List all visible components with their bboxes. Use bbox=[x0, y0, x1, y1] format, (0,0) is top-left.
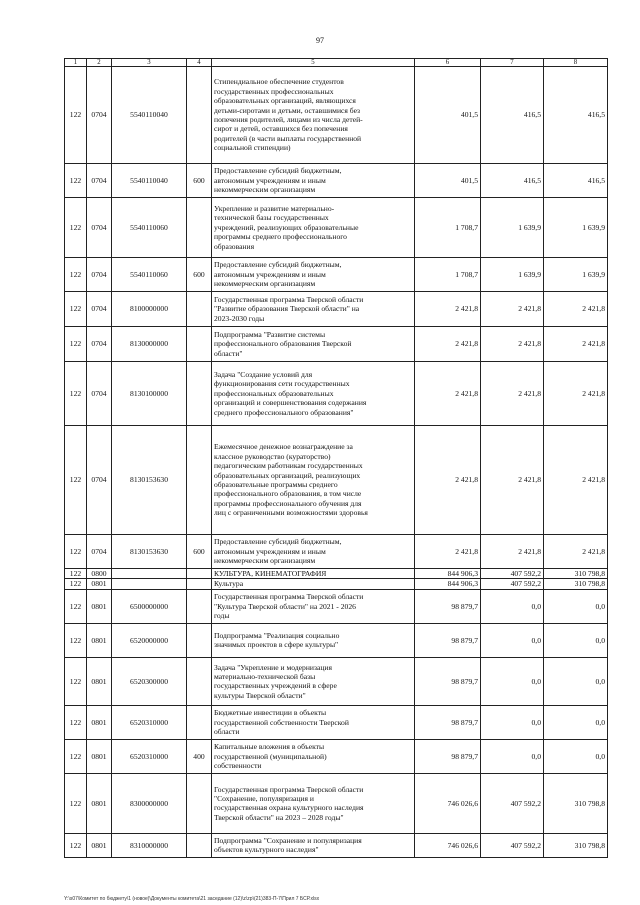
target-article-cell: 5540110060 bbox=[112, 198, 187, 258]
target-article-cell: 8130100000 bbox=[112, 362, 187, 426]
description-line: Культура bbox=[214, 579, 244, 589]
amount-2024-cell: 2 421,8 bbox=[415, 535, 481, 569]
column-header: 5 bbox=[212, 59, 415, 67]
section-code-cell: 0800 bbox=[87, 569, 112, 579]
table-row bbox=[65, 426, 608, 535]
amount-2026-cell: 0,0 bbox=[544, 589, 608, 623]
section-code-cell: 0704 bbox=[87, 535, 112, 569]
section-code-cell: 0704 bbox=[87, 198, 112, 258]
expense-type-cell bbox=[187, 657, 212, 705]
description-line: родителей (в части выплаты государственной bbox=[214, 133, 362, 143]
expense-type-cell bbox=[187, 833, 212, 857]
description-line: социальной стипендии) bbox=[214, 143, 291, 153]
expense-type-cell bbox=[187, 623, 212, 657]
amount-2026-cell: 0,0 bbox=[544, 623, 608, 657]
budget-table bbox=[64, 58, 608, 858]
target-article-cell: 8130000000 bbox=[112, 327, 187, 362]
description-line: сирот и детей, оставшихся без попечения bbox=[214, 124, 348, 134]
description-cell bbox=[212, 657, 415, 705]
description-line: автономным учреждениям и иным bbox=[214, 269, 326, 279]
description-line: значимых проектов в сфере культуры" bbox=[214, 640, 339, 650]
amount-2025-cell: 2 421,8 bbox=[481, 426, 544, 535]
description-line: Предоставление субсидий бюджетным, bbox=[214, 537, 342, 547]
table-row bbox=[65, 739, 608, 773]
admin-code-cell: 122 bbox=[65, 164, 87, 198]
amount-2026-cell: 2 421,8 bbox=[544, 362, 608, 426]
description-line: Стипендиальное обеспечение студентов bbox=[214, 77, 344, 87]
amount-2024-cell: 401,5 bbox=[415, 67, 481, 164]
description-line: материально-технической базы bbox=[214, 671, 316, 681]
amount-2024-cell: 98 879,7 bbox=[415, 657, 481, 705]
amount-2026-cell: 2 421,8 bbox=[544, 535, 608, 569]
admin-code-cell: 122 bbox=[65, 535, 87, 569]
description-cell bbox=[212, 739, 415, 773]
description-line: попечения родителей, лицами из числа детей- bbox=[214, 115, 363, 124]
section-code-cell: 0801 bbox=[87, 705, 112, 739]
amount-2024-cell: 2 421,8 bbox=[415, 292, 481, 327]
amount-2024-cell: 401,5 bbox=[415, 164, 481, 198]
table-row bbox=[65, 569, 608, 579]
expense-type-cell bbox=[187, 705, 212, 739]
description-cell bbox=[212, 67, 415, 164]
table-row bbox=[65, 657, 608, 705]
description-line: учреждений, реализующих образовательные bbox=[214, 222, 359, 232]
admin-code-cell: 122 bbox=[65, 833, 87, 857]
section-code-cell: 0704 bbox=[87, 327, 112, 362]
description-cell bbox=[212, 292, 415, 327]
admin-code-cell: 122 bbox=[65, 657, 87, 705]
description-line: Подпрограмма "Реализация социально bbox=[214, 630, 340, 640]
amount-2026-cell: 1 639,9 bbox=[544, 198, 608, 258]
amount-2024-cell: 746 026,6 bbox=[415, 773, 481, 833]
column-header: 2 bbox=[87, 59, 112, 67]
description-line: образовательных организаций, являющихся bbox=[214, 96, 356, 106]
amount-2025-cell: 416,5 bbox=[481, 67, 544, 164]
amount-2024-cell: 2 421,8 bbox=[415, 426, 481, 535]
target-article-cell: 5540110040 bbox=[112, 67, 187, 164]
description-line: Ежемесячное денежное вознаграждение за bbox=[214, 442, 353, 452]
table-row bbox=[65, 589, 608, 623]
description-line: Государственная программа Тверской области bbox=[214, 784, 364, 794]
amount-2026-cell: 310 798,8 bbox=[544, 569, 608, 579]
description-line: детьми-сиротами и детьми, оставшимися без bbox=[214, 105, 361, 115]
description-line: государственная охрана культурного наследия bbox=[214, 803, 364, 813]
description-line: Государственная программа Тверской области bbox=[214, 592, 364, 602]
column-header: 6 bbox=[415, 59, 481, 67]
target-article-cell: 8300000000 bbox=[112, 773, 187, 833]
admin-code-cell: 122 bbox=[65, 579, 87, 589]
amount-2025-cell: 407 592,2 bbox=[481, 569, 544, 579]
section-code-cell: 0801 bbox=[87, 589, 112, 623]
description-cell bbox=[212, 773, 415, 833]
amount-2025-cell: 0,0 bbox=[481, 589, 544, 623]
description-line: классное руководство (кураторство) bbox=[214, 451, 331, 461]
table-row bbox=[65, 833, 608, 857]
description-line: функционирования сети государственных bbox=[214, 379, 350, 389]
description-line: культуры Тверской области" bbox=[214, 690, 306, 700]
file-path-footer: Y:\s07\Комитет по бюджету\1 (новое)\Документы комитета\21 заседание (12)\z\zp\(21)383-П-7\Прил 7 БСР.xlsx bbox=[64, 896, 320, 902]
amount-2025-cell: 2 421,8 bbox=[481, 327, 544, 362]
amount-2025-cell: 1 639,9 bbox=[481, 258, 544, 292]
description-line: государственных учреждений в сфере bbox=[214, 681, 337, 691]
amount-2025-cell: 407 592,2 bbox=[481, 579, 544, 589]
amount-2025-cell: 2 421,8 bbox=[481, 362, 544, 426]
expense-type-cell bbox=[187, 67, 212, 164]
description-cell bbox=[212, 164, 415, 198]
admin-code-cell: 122 bbox=[65, 739, 87, 773]
expense-type-cell bbox=[187, 589, 212, 623]
section-code-cell: 0801 bbox=[87, 657, 112, 705]
description-line: Капитальные вложения в объекты bbox=[214, 742, 325, 752]
amount-2026-cell: 310 798,8 bbox=[544, 579, 608, 589]
section-code-cell: 0704 bbox=[87, 362, 112, 426]
amount-2026-cell: 0,0 bbox=[544, 657, 608, 705]
description-cell bbox=[212, 198, 415, 258]
target-article-cell bbox=[112, 579, 187, 589]
target-article-cell: 6520310000 bbox=[112, 705, 187, 739]
expense-type-cell: 600 bbox=[187, 535, 212, 569]
section-code-cell: 0704 bbox=[87, 67, 112, 164]
target-article-cell: 8130153630 bbox=[112, 426, 187, 535]
admin-code-cell: 122 bbox=[65, 67, 87, 164]
expense-type-cell bbox=[187, 426, 212, 535]
column-header-row bbox=[65, 59, 608, 67]
description-line: Подпрограмма "Развитие системы bbox=[214, 329, 326, 339]
section-code-cell: 0801 bbox=[87, 773, 112, 833]
description-cell bbox=[212, 535, 415, 569]
description-line: Бюджетные инвестиции в объекты bbox=[214, 708, 327, 718]
amount-2026-cell: 1 639,9 bbox=[544, 258, 608, 292]
table-row bbox=[65, 292, 608, 327]
description-line: государственной собственности Тверской bbox=[214, 717, 349, 727]
description-line: объектов культурного наследия" bbox=[214, 845, 319, 855]
table-row bbox=[65, 258, 608, 292]
description-line: области" bbox=[214, 348, 243, 358]
amount-2025-cell: 0,0 bbox=[481, 739, 544, 773]
section-code-cell: 0704 bbox=[87, 292, 112, 327]
amount-2026-cell: 416,5 bbox=[544, 67, 608, 164]
description-line: автономным учреждениям и иным bbox=[214, 546, 326, 556]
expense-type-cell bbox=[187, 362, 212, 426]
amount-2026-cell: 310 798,8 bbox=[544, 833, 608, 857]
page-number: 97 bbox=[316, 36, 324, 45]
target-article-cell: 6520310000 bbox=[112, 739, 187, 773]
table-row bbox=[65, 773, 608, 833]
admin-code-cell: 122 bbox=[65, 589, 87, 623]
amount-2026-cell: 2 421,8 bbox=[544, 292, 608, 327]
admin-code-cell: 122 bbox=[65, 327, 87, 362]
description-line: Задача "Укрепление и модернизация bbox=[214, 662, 332, 672]
description-line: профессиональных образовательных bbox=[214, 388, 334, 398]
description-line: лиц с ограниченными возможностями здоровья bbox=[214, 508, 368, 518]
description-line: педагогическим работникам государственных bbox=[214, 461, 363, 471]
description-line: КУЛЬТУРА, КИНЕМАТОГРАФИЯ bbox=[214, 569, 327, 578]
amount-2025-cell: 416,5 bbox=[481, 164, 544, 198]
amount-2024-cell: 1 708,7 bbox=[415, 258, 481, 292]
target-article-cell: 6500000000 bbox=[112, 589, 187, 623]
table-row bbox=[65, 164, 608, 198]
table-row bbox=[65, 198, 608, 258]
amount-2026-cell: 416,5 bbox=[544, 164, 608, 198]
amount-2024-cell: 98 879,7 bbox=[415, 705, 481, 739]
amount-2024-cell: 746 026,6 bbox=[415, 833, 481, 857]
description-line: некоммерческим организациям bbox=[214, 279, 316, 289]
amount-2025-cell: 2 421,8 bbox=[481, 535, 544, 569]
amount-2025-cell: 0,0 bbox=[481, 705, 544, 739]
admin-code-cell: 122 bbox=[65, 198, 87, 258]
target-article-cell: 6520000000 bbox=[112, 623, 187, 657]
amount-2024-cell: 98 879,7 bbox=[415, 623, 481, 657]
amount-2025-cell: 407 592,2 bbox=[481, 833, 544, 857]
description-line: образовательных организаций, реализующих bbox=[214, 470, 361, 480]
description-cell bbox=[212, 589, 415, 623]
amount-2025-cell: 1 639,9 bbox=[481, 198, 544, 258]
amount-2024-cell: 844 906,3 bbox=[415, 579, 481, 589]
amount-2024-cell: 98 879,7 bbox=[415, 589, 481, 623]
amount-2026-cell: 0,0 bbox=[544, 739, 608, 773]
description-line: "Культура Тверской области" на 2021 - 2026 bbox=[214, 601, 356, 611]
amount-2024-cell: 1 708,7 bbox=[415, 198, 481, 258]
table-row bbox=[65, 579, 608, 589]
description-line: профессионального образования Тверской bbox=[214, 339, 352, 349]
column-header: 7 bbox=[481, 59, 544, 67]
admin-code-cell: 122 bbox=[65, 705, 87, 739]
description-line: области bbox=[214, 727, 240, 737]
description-line: программы профессионального обучения для bbox=[214, 498, 362, 508]
target-article-cell: 8100000000 bbox=[112, 292, 187, 327]
admin-code-cell: 122 bbox=[65, 362, 87, 426]
description-cell bbox=[212, 327, 415, 362]
amount-2025-cell: 2 421,8 bbox=[481, 292, 544, 327]
description-cell bbox=[212, 569, 415, 579]
expense-type-cell bbox=[187, 579, 212, 589]
amount-2024-cell: 844 906,3 bbox=[415, 569, 481, 579]
section-code-cell: 0704 bbox=[87, 426, 112, 535]
description-line: "Развитие образования Тверской области" на bbox=[214, 304, 360, 314]
description-line: Задача "Создание условий для bbox=[214, 369, 313, 379]
target-article-cell: 5540110060 bbox=[112, 258, 187, 292]
admin-code-cell: 122 bbox=[65, 292, 87, 327]
target-article-cell bbox=[112, 569, 187, 579]
description-line: автономным учреждениям и иным bbox=[214, 175, 326, 185]
admin-code-cell: 122 bbox=[65, 773, 87, 833]
description-line: организаций и совершенствования содержания bbox=[214, 398, 367, 408]
amount-2026-cell: 0,0 bbox=[544, 705, 608, 739]
description-line: образовательные программы среднего bbox=[214, 480, 338, 489]
description-cell bbox=[212, 426, 415, 535]
expense-type-cell: 400 bbox=[187, 739, 212, 773]
section-code-cell: 0801 bbox=[87, 739, 112, 773]
description-cell bbox=[212, 258, 415, 292]
description-line: среднего профессионального образования" bbox=[214, 407, 354, 417]
expense-type-cell bbox=[187, 198, 212, 258]
description-cell bbox=[212, 579, 415, 589]
description-cell bbox=[212, 705, 415, 739]
amount-2024-cell: 2 421,8 bbox=[415, 327, 481, 362]
amount-2025-cell: 407 592,2 bbox=[481, 773, 544, 833]
description-line: программы среднего профессионального bbox=[214, 232, 347, 242]
description-line: "Сохранение, популяризация и bbox=[214, 793, 314, 803]
expense-type-cell: 600 bbox=[187, 164, 212, 198]
admin-code-cell: 122 bbox=[65, 623, 87, 657]
admin-code-cell: 122 bbox=[65, 569, 87, 579]
expense-type-cell bbox=[187, 569, 212, 579]
description-line: 2023-2030 годы bbox=[214, 313, 265, 323]
amount-2025-cell: 0,0 bbox=[481, 657, 544, 705]
column-header: 4 bbox=[187, 59, 212, 67]
section-code-cell: 0801 bbox=[87, 833, 112, 857]
description-line: Укрепление и развитие материально- bbox=[214, 203, 335, 213]
target-article-cell: 8310000000 bbox=[112, 833, 187, 857]
target-article-cell: 8130153630 bbox=[112, 535, 187, 569]
description-line: Подпрограмма "Сохранение и популяризация bbox=[214, 835, 362, 845]
description-line: годы bbox=[214, 611, 230, 621]
target-article-cell: 5540110040 bbox=[112, 164, 187, 198]
description-line: государственной (муниципальной) bbox=[214, 751, 327, 761]
amount-2024-cell: 98 879,7 bbox=[415, 739, 481, 773]
section-code-cell: 0801 bbox=[87, 579, 112, 589]
description-cell bbox=[212, 833, 415, 857]
description-line: некоммерческим организациям bbox=[214, 185, 316, 195]
section-code-cell: 0801 bbox=[87, 623, 112, 657]
table-row bbox=[65, 67, 608, 164]
expense-type-cell bbox=[187, 327, 212, 362]
table-row bbox=[65, 535, 608, 569]
target-article-cell: 6520300000 bbox=[112, 657, 187, 705]
table-row bbox=[65, 623, 608, 657]
amount-2026-cell: 2 421,8 bbox=[544, 426, 608, 535]
description-line: собственности bbox=[214, 761, 262, 771]
description-line: образования bbox=[214, 241, 255, 251]
admin-code-cell: 122 bbox=[65, 258, 87, 292]
description-line: Тверской области" на 2023 – 2028 годы" bbox=[214, 812, 344, 822]
table-row bbox=[65, 327, 608, 362]
column-header: 8 bbox=[544, 59, 608, 67]
table-row bbox=[65, 362, 608, 426]
description-line: Предоставление субсидий бюджетным, bbox=[214, 260, 342, 270]
amount-2025-cell: 0,0 bbox=[481, 623, 544, 657]
section-code-cell: 0704 bbox=[87, 164, 112, 198]
amount-2024-cell: 2 421,8 bbox=[415, 362, 481, 426]
table-row bbox=[65, 705, 608, 739]
admin-code-cell: 122 bbox=[65, 426, 87, 535]
column-header: 1 bbox=[65, 59, 87, 67]
description-line: государственных профессиональных bbox=[214, 86, 334, 96]
expense-type-cell bbox=[187, 292, 212, 327]
column-header: 3 bbox=[112, 59, 187, 67]
amount-2026-cell: 2 421,8 bbox=[544, 327, 608, 362]
expense-type-cell bbox=[187, 773, 212, 833]
description-line: некоммерческим организациям bbox=[214, 556, 316, 566]
description-line: технической базы государственных bbox=[214, 213, 329, 223]
expense-type-cell: 600 bbox=[187, 258, 212, 292]
description-line: профессионального образования, в том числе bbox=[214, 489, 362, 499]
section-code-cell: 0704 bbox=[87, 258, 112, 292]
description-cell bbox=[212, 623, 415, 657]
description-line: Предоставление субсидий бюджетным, bbox=[214, 166, 342, 176]
amount-2026-cell: 310 798,8 bbox=[544, 773, 608, 833]
description-line: Государственная программа Тверской области bbox=[214, 294, 364, 304]
description-cell bbox=[212, 362, 415, 426]
